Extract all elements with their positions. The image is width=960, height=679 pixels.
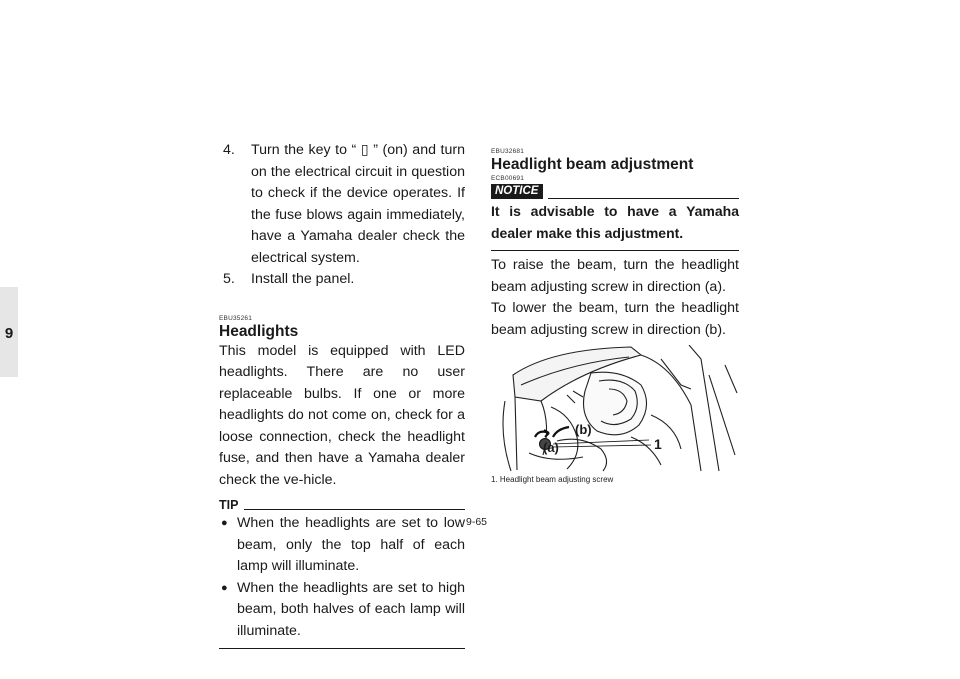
notice-rule bbox=[548, 198, 739, 199]
step-text: Install the panel. bbox=[251, 271, 355, 287]
section-body: This model is equipped with LED headlights. There are no user replaceable bulbs. If one or more headlights do not come on, check for a loose connection, check the headlight fuse, and then have a Yamaha dealer check the ve-hicle. bbox=[219, 342, 465, 488]
figure-label-1: 1 bbox=[654, 436, 662, 452]
notice-header bbox=[491, 184, 739, 199]
left-column bbox=[219, 140, 465, 649]
headlight-illustration bbox=[491, 345, 739, 473]
page-number: 9-65 bbox=[466, 516, 488, 528]
bullet-icon: ● bbox=[221, 517, 228, 529]
tip-text: When the headlights are set to low beam, only the top half of each lamp will illuminate. bbox=[237, 515, 465, 574]
figure-label-b: (b) bbox=[575, 422, 592, 437]
section-code: EBU32681 bbox=[491, 148, 525, 155]
figure-caption: 1. Headlight beam adjusting screw bbox=[491, 475, 614, 484]
step-item bbox=[219, 269, 465, 291]
tip-label: TIP bbox=[219, 498, 239, 512]
section-title: Headlights bbox=[219, 322, 299, 340]
step-number: 4. bbox=[223, 142, 235, 158]
headlight-figure bbox=[491, 345, 739, 473]
body-paragraph: To raise the beam, turn the headlight beam adjusting screw in direction (a). bbox=[491, 257, 739, 295]
chapter-tab: 9 bbox=[0, 287, 18, 377]
step-item bbox=[219, 140, 465, 269]
tip-end-rule bbox=[219, 648, 465, 649]
tip-rule bbox=[244, 509, 465, 510]
step-text: Turn the key to “ ▯ ” (on) and turn on the electrical circuit in question to check if the device operates. If the fuse blows again immediately, have a Yamaha dealer check the electrical system. bbox=[251, 142, 465, 266]
tip-item bbox=[219, 578, 465, 643]
notice-badge: NOTICE bbox=[491, 184, 543, 199]
notice-code: ECB00691 bbox=[491, 175, 525, 182]
tip-text: When the headlights are set to high beam, both halves of each lamp will illuminate. bbox=[237, 579, 465, 639]
notice-end-rule bbox=[491, 250, 739, 251]
bullet-icon: ● bbox=[221, 581, 228, 594]
right-column bbox=[491, 140, 739, 485]
figure-label-a: (a) bbox=[543, 440, 559, 455]
tip-header bbox=[219, 497, 465, 513]
notice-text: It is advisable to have a Yamaha dealer make this adjustment. bbox=[491, 203, 739, 241]
body-paragraph: To lower the beam, turn the headlight beam adjusting screw in direction (b). bbox=[491, 300, 739, 338]
step-number: 5. bbox=[223, 271, 235, 287]
tip-item bbox=[219, 513, 465, 578]
section-code: EBU35261 bbox=[219, 314, 253, 322]
section-title: Headlight beam adjustment bbox=[491, 156, 694, 173]
